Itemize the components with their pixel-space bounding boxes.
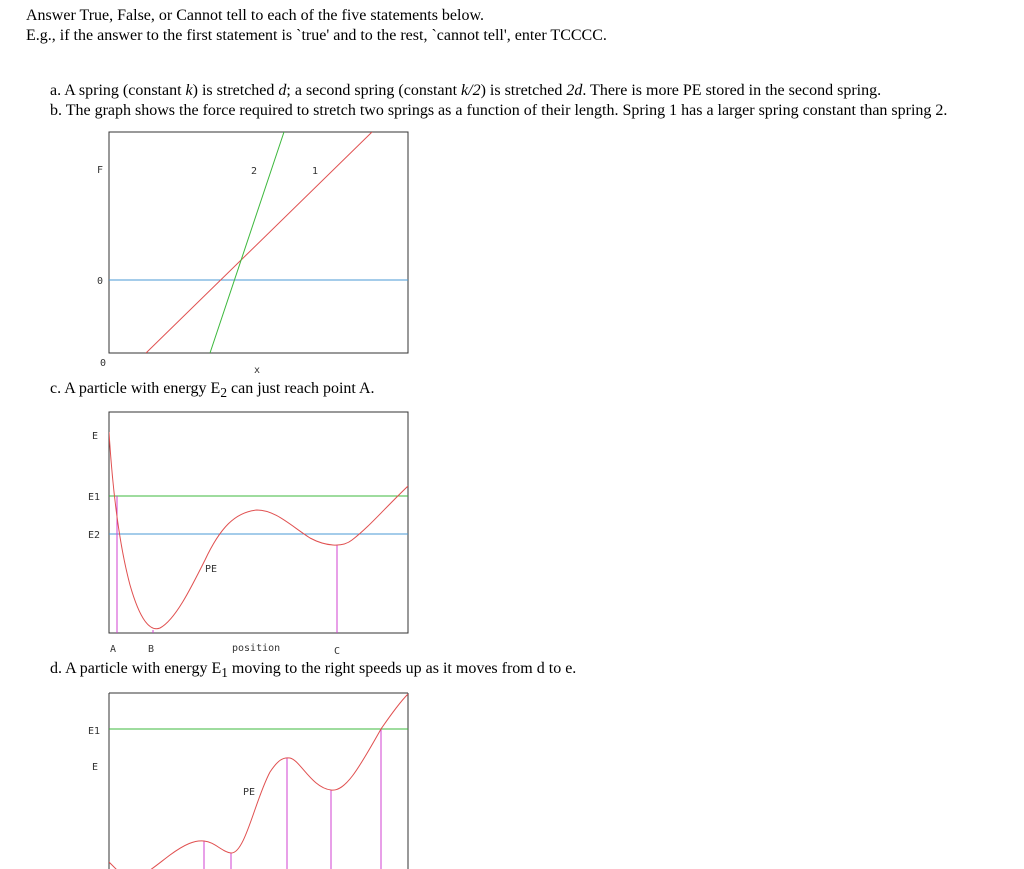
graph-potential-energy-d bbox=[80, 686, 420, 869]
y-axis-label-e-d: E bbox=[92, 762, 99, 773]
graph-potential-energy-c bbox=[80, 405, 420, 655]
x-zero-label: 0 bbox=[100, 358, 107, 369]
instructions-line-2: E.g., if the answer to the first statement is `true' and to the rest, `cannot tell', enter TCCCC. bbox=[26, 27, 607, 44]
e1-label-d: E1 bbox=[88, 726, 101, 737]
point-a-label: A bbox=[110, 644, 117, 655]
x-axis-label-position: position bbox=[232, 643, 281, 654]
y-axis-label-f: F bbox=[97, 165, 104, 176]
y-zero-label: 0 bbox=[97, 276, 104, 287]
y-axis-label-e: E bbox=[92, 431, 99, 442]
pe-curve-d bbox=[109, 694, 408, 869]
e2-label: E2 bbox=[88, 530, 101, 541]
statement-a: a. A spring (constant k) is stretched d; a second spring (constant k/2) is stretched 2d. There is more PE stored in the second spring. bbox=[50, 82, 882, 99]
graph-spring-force bbox=[80, 125, 420, 375]
pe-label: PE bbox=[205, 564, 218, 575]
e1-label: E1 bbox=[88, 492, 101, 503]
instructions-line-1: Answer True, False, or Cannot tell to each of the five statements below. bbox=[26, 7, 484, 24]
point-b-label: B bbox=[148, 644, 155, 655]
pe-label-d: PE bbox=[243, 787, 256, 798]
statement-b: b. The graph shows the force required to stretch two springs as a function of their length. Spring 1 has a larger spring constant than spring 2. bbox=[50, 102, 948, 119]
statement-c: c. A particle with energy $E_2$ can just reach point A. bbox=[50, 380, 375, 401]
instructions bbox=[26, 6, 607, 46]
spring-2-label: 2 bbox=[251, 166, 258, 177]
point-c-label: C bbox=[334, 646, 341, 657]
x-axis-label: x bbox=[254, 365, 261, 376]
spring-1-label: 1 bbox=[312, 166, 319, 177]
graph-c-frame bbox=[109, 412, 408, 633]
statement-d: d. A particle with energy $E_1$ moving to the right speeds up as it moves from d to e. bbox=[50, 660, 577, 681]
